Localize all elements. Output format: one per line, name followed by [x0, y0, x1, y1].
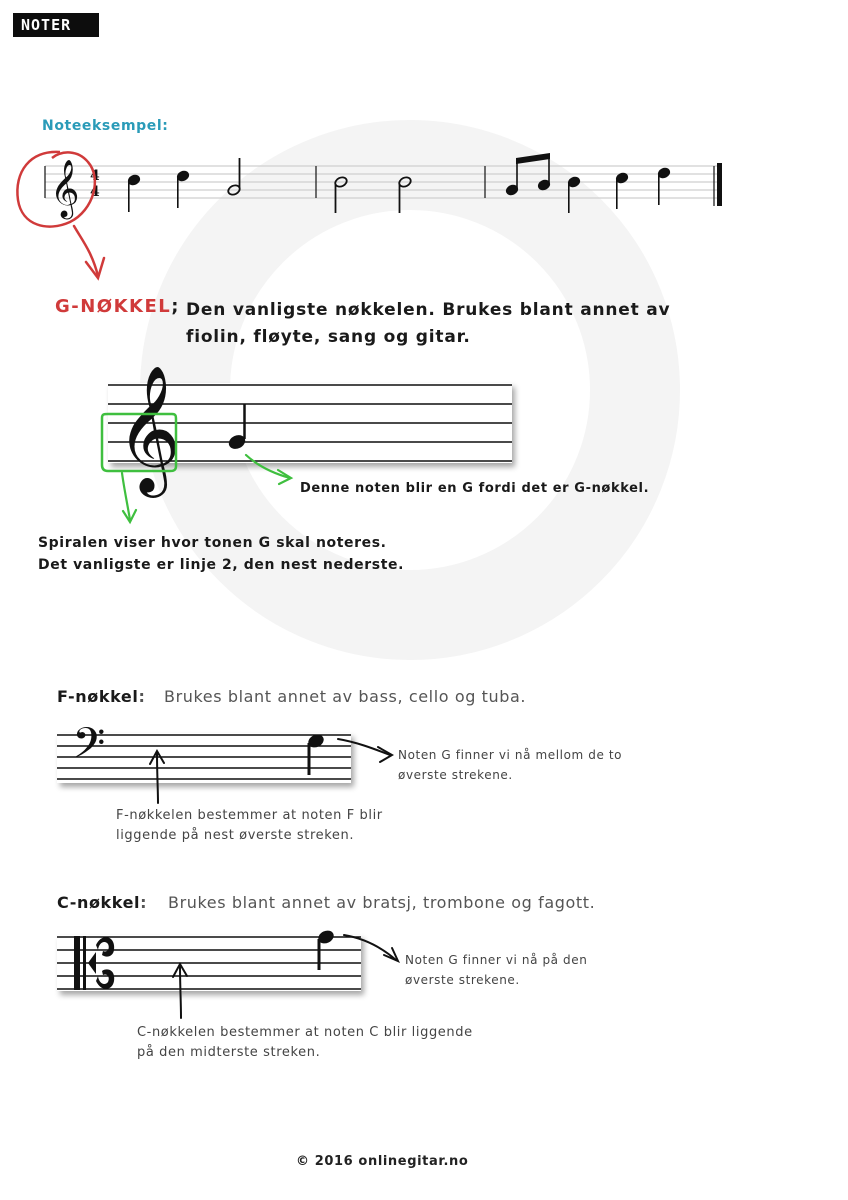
spiral-line1: Spiralen viser hvor tonen G skal noteres.: [38, 535, 387, 551]
footer-copyright: © 2016 onlinegitar.no: [296, 1154, 469, 1169]
g-note-caption: Denne noten blir en G fordi det er G-nøkkel.: [300, 481, 650, 496]
c-below-line1: C-nøkkelen bestemmer at noten C blir liggende: [137, 1025, 473, 1040]
f-clef-title: F-nøkkel: [57, 687, 139, 706]
f-clef-below-caption: [116, 806, 383, 846]
c-right-line1: Noten G finner vi nå på den: [405, 953, 588, 967]
c-clef-title: C-nøkkel: [57, 893, 141, 912]
g-clef-description: [186, 297, 746, 351]
f-clef-right-caption: [398, 745, 622, 785]
c-clef-below-caption: [137, 1023, 473, 1063]
treble-clef-large-icon: 𝄞: [116, 364, 182, 492]
c-clef-description: Brukes blant annet av bratsj, trombone og fagott.: [168, 893, 596, 912]
g-clef-desc-line2: fiolin, fløyte, sang og gitar.: [186, 327, 471, 347]
example-staff: [45, 153, 722, 220]
section-badge: NOTER: [13, 13, 99, 37]
f-clef-description: Brukes blant annet av bass, cello og tuba.: [164, 687, 527, 706]
f-below-line1: F-nøkkelen bestemmer at noten F blir: [116, 808, 383, 823]
f-below-line2: liggende på nest øverste streken.: [116, 828, 355, 843]
f-right-line1: Noten G finner vi nå mellom de to: [398, 748, 623, 762]
time-signature-bottom: 4: [90, 184, 100, 200]
bass-clef-icon: 𝄢: [72, 719, 106, 779]
spiral-line2: Det vanligste er linje 2, den nest nederste.: [38, 557, 405, 573]
c-clef-staff: [57, 935, 361, 991]
spiral-caption: [38, 532, 404, 576]
f-clef-colon: :: [138, 687, 146, 706]
red-arrow-icon: [74, 226, 104, 278]
c-clef-name: [57, 893, 147, 912]
c-right-line2: øverste strekene.: [405, 973, 520, 987]
example-label: Noteeksempel:: [42, 118, 169, 134]
g-clef-title: G-NØKKEL: [55, 296, 172, 317]
c-clef-colon: :: [140, 893, 148, 912]
f-right-line2: øverste strekene.: [398, 768, 513, 782]
g-clef-desc-line1: Den vanligste nøkkelen. Brukes blant annet av: [186, 300, 671, 320]
c-below-line2: på den midterste streken.: [137, 1045, 321, 1060]
f-clef-name: [57, 687, 145, 706]
treble-clef-icon: 𝄞: [50, 159, 80, 217]
g-clef-separator: ;: [171, 296, 180, 317]
time-signature-top: 4: [90, 168, 100, 184]
g-clef-name: [55, 296, 180, 317]
c-clef-right-caption: [405, 950, 587, 990]
